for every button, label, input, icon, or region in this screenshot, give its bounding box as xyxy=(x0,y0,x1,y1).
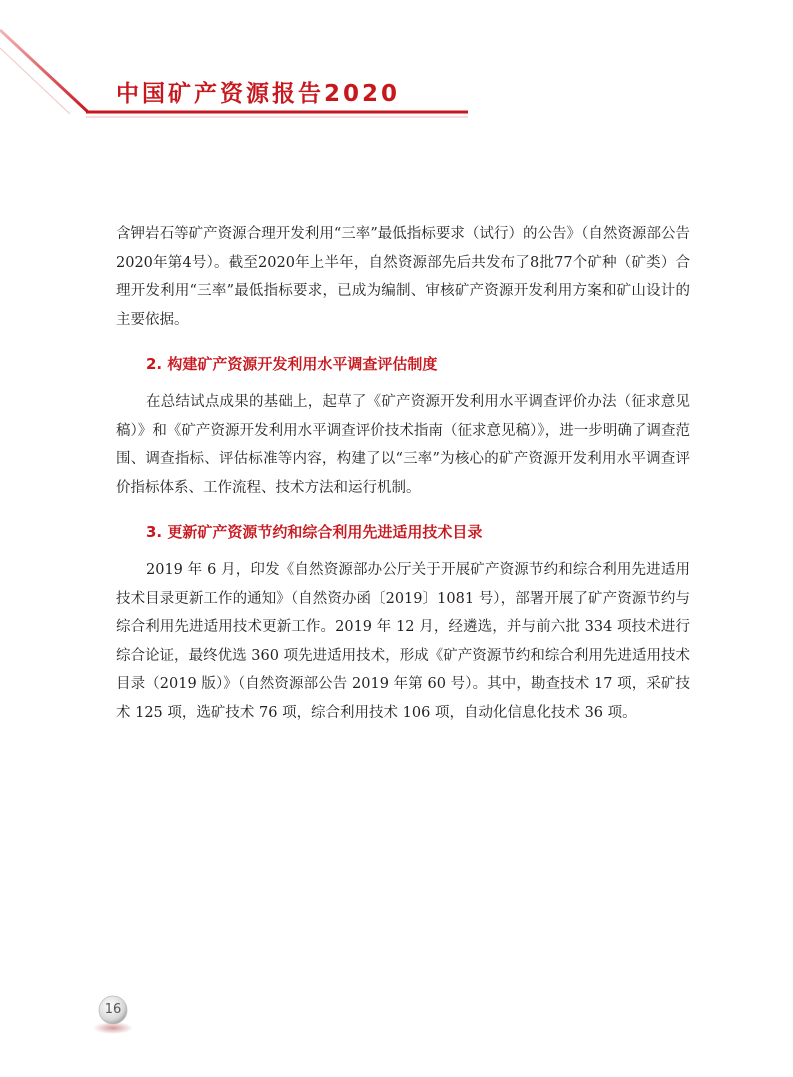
spacer xyxy=(116,502,690,518)
intro-paragraph: 含钾岩石等矿产资源合理开发利用“三率”最低指标要求（试行）的公告》（自然资源部公告2020年第4号）。截至2020年上半年，自然资源部先后共发布了8批77个矿种（矿类）合理开发利用“三率”最低指标要求，已成为编制、审核矿产资源开发利用方案和矿山设计的主要依据。 xyxy=(116,226,690,328)
page-header xyxy=(0,0,793,130)
page-content xyxy=(116,220,690,727)
header-diagonal-line xyxy=(0,30,88,112)
header-decoration xyxy=(0,0,793,130)
section-paragraph-3: 2019 年 6 月，印发《自然资源部办公厅关于开展矿产资源节约和综合利用先进适用技术目录更新工作的通知》（自然资办函〔2019〕1081 号），部署开展了矿产资源节约与综合利用先进适用技术更新工作。2019 年 12 月，经遴选，并与前六批 334 项技术进行综合论证，最终优选 360 项先进适用技术，形成《矿产资源节约和综合利用先进适用技术目录（2019 版）》（自然资源部公告 2019 年第 60 号）。其中，勘查技术 17 项，采矿技术 125 项，选矿技术 76 项，综合利用技术 106 项，自动化信息化技术 36 项。 xyxy=(116,562,690,721)
section-heading-2: 2. 构建矿产资源开发利用水平调查评估制度 xyxy=(146,355,438,373)
spacer xyxy=(116,334,690,350)
spacer xyxy=(116,546,690,556)
spacer xyxy=(116,378,690,388)
page-number: 16 xyxy=(104,1002,122,1017)
section-heading-3: 3. 更新矿产资源节约和综合利用先进适用技术目录 xyxy=(146,523,483,541)
header-diagonal-line-thin xyxy=(0,48,70,114)
section-paragraph-2: 在总结试点成果的基础上，起草了《矿产资源开发利用水平调查评价办法（征求意见稿）》和《矿产资源开发利用水平调查评价技术指南（征求意见稿）》，进一步明确了调查范围、调查指标、评估标准等内容，构建了以“三率”为核心的矿产资源开发利用水平调查评价指标体系、工作流程、技术方法和运行机制。 xyxy=(116,394,690,496)
page-number-badge xyxy=(88,988,138,1038)
header-title: 中国矿产资源报告2020 xyxy=(116,81,401,107)
